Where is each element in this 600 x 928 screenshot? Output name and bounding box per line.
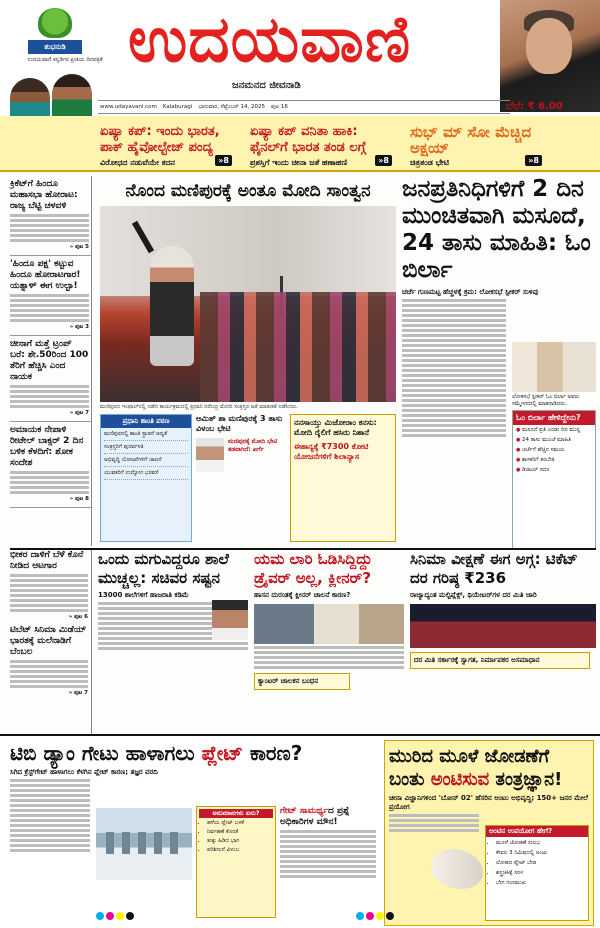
doubts-title: ಅನುಮಾನಗಳು ಏನು? (199, 809, 273, 818)
body-text-lines (10, 294, 89, 322)
teaser-title: ಏಷ್ಯಾ ಕಪ್ ವನಿತಾ ಹಾಕಿ: ಫೈನಲ್‌ಗೆ ಭಾರತ ತಂಡ ಲಗ್ಗೆ (250, 124, 367, 155)
second-row (10, 548, 596, 732)
shubhanudi-badge: ಶುಭನುಡಿ (28, 40, 82, 54)
left-story[interactable] (10, 336, 91, 422)
dateline (98, 100, 510, 114)
teaser-sub: ಪ್ರಶಸ್ತಿಗೆ ಇಂದು ಚೀನಾ ಜತೆ ಹಣಾಹಣಿ (250, 158, 348, 167)
reg-mark-cyan (96, 912, 104, 920)
dam-headline-part1: ಟಿಬಿ ಡ್ಯಾಂ ಗೇಟು ಹಾಳಾಗಲು (10, 741, 202, 765)
page-ref: » ಪುಟ 8 (69, 496, 89, 502)
doubt-item: • ಹಳೆಯ ಪ್ಲೇಟ್ ಬಳಕೆ (207, 820, 273, 827)
player-photo-2 (52, 74, 92, 118)
body-text-lines (10, 385, 89, 408)
print-registration-marks (0, 912, 600, 926)
speaker-photo (512, 342, 596, 392)
doubt-item: • ಪರಿಶೀಲನೆ ವಿಳಂಬ (207, 847, 273, 854)
pm-box (100, 414, 192, 542)
lorry-photo (254, 604, 404, 644)
main-photo[interactable] (100, 206, 396, 402)
cricket-players-photo (10, 78, 96, 118)
bone-glue-story[interactable] (384, 740, 594, 926)
page-ref: » ಪುಟ 7 (69, 410, 89, 416)
price: ಬೆಲೆ: ₹ 6.00 (506, 101, 563, 112)
pm-box-title: ಪ್ರಧಾನಿ ಶಾಂತಿ ಪಠಣ (101, 415, 191, 428)
left-story-headline: 'ಹಿಂದೂ ಪಕ್ಷ' ಕಟ್ಟುವ ಹಿಂದೂ ಹೋರಾಟಗಾರ! ಯತ್ನಾಳ್ ಈಗ ಉಲ್ಟಾ! (10, 259, 81, 291)
right-lead-headline: ಜನಪ್ರತಿನಿಧಿಗಳಿಗೆ 2 ದಿನ ಮುಂಚಿತವಾಗಿ ಮಸೂದೆ, 24 ತಾಸು ಮಾಹಿತಿ: ಓಂ ಬಿರ್ಲಾ (402, 176, 591, 283)
lorry-story[interactable] (254, 550, 404, 690)
minister-photo (212, 600, 248, 640)
bone-headline (389, 745, 589, 791)
key-point: ● ಡಿಜಿಟಲ್ ಸದನ (516, 467, 592, 474)
bottom-band (0, 734, 600, 928)
left-story[interactable] (10, 176, 91, 256)
edition: Kalaburagi (162, 104, 193, 110)
page-count: ಪುಟ 16 (271, 104, 288, 110)
left-story-headline: ಚೀನಾಗೆ ಮತ್ತೆ ಟ್ರಂಪ್ ಬರೆ: ಶೇ.50ರಿಂದ 100 ತೆರಿಗೆ ಹೆಚ್ಚಿಸಿ ಎಂದ ನಾಯಕ (10, 339, 89, 382)
portrait-face (526, 18, 572, 74)
dam-headline (10, 740, 376, 766)
newspaper-logo[interactable]: ಉದಯವಾಣಿ (128, 2, 412, 77)
pm-point: ಯುವಕರಿಗೆ ಉದ್ಯೋಗ ಭರವಸೆ (104, 470, 188, 480)
shubhanudi-block (10, 8, 120, 64)
reg-mark-black (126, 912, 134, 920)
teaser-title: ಸುಭ್ ಮ್ ಸೋ ಮೆಚ್ಚಿದ ಅಕ್ಷಯ್ (410, 123, 532, 157)
page-ref: » ಪುಟ 5 (69, 244, 89, 250)
pm-point: ಅಭಿವೃದ್ಧಿ ಯೋಜನೆಗಳಿಗೆ ಚಾಲನೆ (104, 457, 188, 467)
reg-mark-yellow (116, 912, 124, 920)
body-text-lines (10, 574, 88, 612)
dam-headline-part2: ಕಾರಣ? (242, 741, 303, 765)
teaser-asia-cup[interactable] (94, 120, 234, 168)
key-point: ● ಶಾಸಕರಿಗೆ ತರಬೇತಿ (516, 457, 592, 464)
left-story-headline: ಅಮಾಯಕ ನೇಪಾಳಿ ರೀಟೇಲ್ ಬಾಕ್ಸರ್ 2 ದಿನ ಬಳಿಕ ಕೆಳದಿಗೆ: ಶೋಕ ಸಂದೇಶ (10, 425, 84, 468)
shubhanudi-text: ಉದಯವಾಣಿ ಕನ್ನಡಿಗರ ಪ್ರೀತಿಯ ದಿನಪತ್ರಿಕೆ (27, 57, 103, 63)
school-deck: 13000 ಶಾಲೆಗಳಿಗೆ ಹಾಜರಾತಿ ಕಡಿಮೆ (98, 591, 189, 599)
body-text-lines (254, 646, 404, 669)
doubts-box (196, 806, 276, 918)
cinema-story[interactable] (410, 550, 596, 669)
page-ref: »8 (215, 155, 232, 166)
page-ref: »8 (375, 155, 392, 166)
reg-mark-magenta (106, 912, 114, 920)
dam-deck: ಸಿಗಿದ ಕ್ರೆಸ್ಟ್‌ಗೇಟ್ ಹಾಳಾಗಲು ಕೆಳಗಿನ ಪ್ಲೇಟ್ ಕಾರಣ; ತಜ್ಞರ ವರದಿ (10, 768, 158, 776)
left-story[interactable] (10, 422, 91, 508)
cinema-deck: ರಾಜ್ಯಾದ್ಯಂತ ಮಲ್ಟಿಪ್ಲೆಕ್ಸ್, ಥಿಯೇಟರ್‌ಗಳ ದರ ಮಿತಿ ಜಾರಿ (410, 591, 537, 599)
key-point: ● 24 ತಾಸು ಮುಂಚೆ ಮಾಹಿತಿ (516, 437, 592, 444)
dam-photo (96, 808, 192, 880)
body-text-lines (389, 814, 479, 832)
website-link[interactable]: www.udayavani.com (100, 104, 157, 110)
body-text-lines (402, 299, 506, 437)
page-ref: » ಪುಟ 7 (68, 690, 88, 696)
school-headline: ಒಂದು ಮಗುವಿದ್ದರೂ ಶಾಲೆ ಮುಚ್ಚಲ್ಲ: ಸಚಿವರ ಸಷ್ಟನ (98, 550, 229, 587)
key-points-title: ಓಂ ಬಿರ್ಲಾ ಹೇಳಿದ್ದೇನು? (513, 411, 595, 425)
key-points-box (512, 410, 596, 550)
right-lead-deck: ಚರ್ಚೆ ಗುಣಮಟ್ಟ ಹೆಚ್ಚಳಕ್ಕೆ ಕ್ರಮ: ಲೋಕಸಭೆ ಸ್ಪೀಕರ್ ಸುಳಿವು (402, 288, 539, 296)
cinema-photo (410, 604, 596, 648)
bone-deck: ಚೀನಾ ವಿಜ್ಞಾನಿಗಳಿಂದ 'ಬೋನ್ 02' ಹೆಸರಿನ ಅಂಟು ಅಭಿವೃದ್ಧಿ; 150+ ಜನರ ಮೇಲೆ ಪ್ರಯೋಗ (389, 794, 588, 811)
bone-headline-part1: ಮುರಿದ ಮೂಳೆ ಜೋಡಣೆಗೆ ಬಂತು (389, 746, 550, 790)
cinema-box: ದರ ಮಿತಿ ಸರ್ಕಾರಕ್ಕೆ ಸ್ವಾಗತ, ನಿರ್ಮಾಪಕರ ಅಸಮಾಧಾನ (410, 652, 590, 669)
lorry-headline: ಯಮ ಲಾರಿ ಓಡಿಸಿದ್ದಿದ್ದು ಡ್ರೈವರ್ ಅಲ್ಲ, ಕ್ಲೀನರ್? (254, 550, 373, 587)
lorry-deck: ಹಾಸನ ದುರಂತಕ್ಕೆ ಕ್ಲೀನರ್ ಚಾಲನೆ ಕಾರಣ? (254, 591, 351, 599)
glue-use-item: • ಶಸ್ತ್ರಚಿಕಿತ್ಸೆ ಸರಳ (496, 870, 586, 877)
teaser-akshay[interactable] (404, 120, 544, 168)
bone-headline-highlight: ಅಂಟಿಸುವ (430, 769, 490, 790)
reg-mark-cyan (356, 912, 364, 920)
issue-date: ಭಾನುವಾರ, ಸೆಪ್ಟೆಂಬರ್ 14, 2025 (198, 104, 266, 110)
left-column (10, 176, 92, 546)
gate-headline-rest: ದ ಪ್ರಶ್ನೆ ಅಧಿಕಾರಿಗಳ ಮೌನ! (280, 806, 350, 827)
glue-use-item: • ಮೂಳೆ ಜೋಡಣೆ ಸುಲಭ (496, 840, 586, 847)
reg-mark-black (386, 912, 394, 920)
row2-left-headline: ಭೀಕರ ದಾಳಿಗೆ ಬೆಳೆ ಕೊನೆ ನೀಡಿದ ಆಟಗಾರ (10, 550, 84, 571)
shah-story[interactable] (196, 414, 286, 542)
glue-use-item: • ಲೋಹದ ಪ್ಲೇಟ್ ಬೇಡ (496, 860, 586, 867)
doubt-item: • ನಿರ್ವಹಣೆ ಕೊರತೆ (207, 829, 273, 836)
body-text-lines (280, 830, 376, 878)
reg-mark-yellow (376, 912, 384, 920)
key-point: ● ಮಸೂದೆ ಪ್ರತಿ ಎರಡು ದಿನ ಮುನ್ನ (516, 427, 592, 434)
teaser-sub: ವಿರೋಧದ ನಡುವೆಯೇ ಕದನ (100, 158, 175, 167)
reg-mark-magenta (366, 912, 374, 920)
cinema-headline: ಸಿನಿಮಾ ವೀಕ್ಷಣೆ ಈಗ ಅಗ್ಗ: ಟಿಕೆಟ್ ದರ ಗರಿಷ್ಠ ₹236 (410, 550, 578, 587)
body-text-lines (10, 779, 90, 852)
bone-photo (431, 849, 483, 889)
main-headline[interactable]: ನೊಂದ ಮಣಿಪುರಕ್ಕೆ ಅಂತೂ ಮೋದಿ ಸಾಂತ್ವನ (125, 181, 371, 201)
doubt-item: • ತುಕ್ಕು ಹಿಡಿದ ಭಾಗ (207, 838, 273, 845)
shah-headline: ಅಮಿತ್ ಶಾ ಮಣಿಪುರಕ್ಕೆ 3 ತಾಸು ವಿಳಂಬ ಭೇಟಿ (196, 414, 283, 433)
body-text-lines (10, 214, 89, 242)
tree-logo-icon (38, 8, 72, 38)
pm-point: ಮಣಿಪುರದಲ್ಲಿ ಶಾಂತಿ ಸ್ಥಾಪನೆ ಆದ್ಯತೆ (104, 431, 188, 441)
glue-use-item: • ಕೇವಲ 3 ನಿಮಿಷದಲ್ಲಿ ಅಂಟು (496, 850, 586, 857)
mizoram-headline: ನನಸಾಯ್ತು ಮಿಜೋರಾಂ ಕನಸು: ಮೋದಿ ರೈಲಿಗೆ ಹಸಿರು ನಿಶಾನೆ (294, 418, 377, 437)
page-ref: » ಪುಟ 6 (68, 614, 88, 620)
page-ref: »8 (525, 155, 542, 166)
left-story-headline: ಕ್ರಿಕೆಟ್‌ಗೆ ಹಿಂದೂ ಮಹಾಸಭಾ ಹೋರಾಟ: ರಾಜ್ಯ ಬೆಟ್ಟಿ ಚಳವಳಿ (10, 179, 78, 211)
photo-wall (100, 206, 396, 296)
middle-boxes (100, 414, 396, 546)
row2-left[interactable] (10, 550, 92, 734)
body-text-lines (10, 471, 89, 494)
speaker-photo-caption: ಲೋಕಸಭೆ ಸ್ಪೀಕರ್ ಓಂ ಬಿರ್ಲಾ ಅವರು ಸಮ್ಮೇಳನದಲ್ಲಿ ಮಾತನಾಡಿದರು. (512, 394, 580, 407)
tagline: ಜನಮನದ ಜೀವನಾಡಿ (232, 80, 301, 91)
photo-audience (200, 292, 396, 402)
gate-headline (280, 806, 376, 828)
teaser-band (0, 116, 600, 172)
left-story[interactable] (10, 256, 91, 336)
row2-left-headline-2: ಟಿಬೆಟ್ ಸಿನಿಮಾ ಮಿಡೆಯ್ ಭಾರತಕ್ಕೆ ಮಲೆನಾಡಿಗೆ ಬೆಂಬಲ (10, 625, 87, 657)
teaser-sub: ಚಿತ್ರತಂಡ ಭೇಟಿ (410, 158, 449, 167)
photo-speaker (150, 246, 194, 366)
masthead (0, 0, 600, 112)
gate-headline-highlight: ಗೇಟ್ ಸಾಮರ್ಥ್ಯ (280, 806, 328, 816)
dam-headline-highlight: ಪ್ಲೇಟ್ (201, 741, 243, 765)
kharge-photo (196, 438, 224, 472)
bone-headline-part2: ತಂತ್ರಜ್ಞಾನ! (489, 769, 563, 790)
key-point: ● ಚರ್ಚೆಗೆ ಹೆಚ್ಚಿನ ಸಮಯ (516, 447, 592, 454)
mizoram-subhead: ಈಶಾನ್ಯಕ್ಕೆ ₹7300 ಕೋಟಿ ಯೋಜನೆಗಳಿಗೆ ಶಿಲಾನ್ಯಾಸ (294, 442, 369, 461)
player-photo-1 (10, 78, 50, 118)
body-text-lines (10, 660, 88, 688)
main-photo-caption: ಮಣಿಪುರದ ಇಂಫಾಲ್‌ನಲ್ಲಿ ನಡೆದ ಕಾರ್ಯಕ್ರಮದಲ್ಲಿ ಪ್ರಧಾನಿ ನರೇಂದ್ರ ಮೋದಿ ಸಂತ್ರಸ್ತರ ಜತೆ ಮಾತುಕತೆ ನಡೆಸಿದರು. (100, 404, 299, 410)
mizoram-box[interactable] (290, 414, 396, 542)
teaser-hockey[interactable] (244, 120, 394, 168)
school-story[interactable] (98, 550, 248, 652)
glue-uses-box (485, 825, 589, 921)
gate-story[interactable] (280, 806, 376, 880)
pm-point: ಸಂತ್ರಸ್ತರಿಗೆ ಪುನರ್ವಸತಿ (104, 444, 188, 454)
glue-use-item: • ಬೇಗ ಗುಣಮುಖ (496, 880, 586, 887)
teaser-title: ಏಷ್ಯಾ ಕಪ್: ಇಂದು ಭಾರತ, ಪಾಕ್ ಹೈವೋಲ್ಟೇಜ್ ಪಂದ್ಯ (100, 124, 220, 155)
shah-quote: ಮಣಿಪುರಕ್ಕೆ ಮೋದಿ ಭೇಟಿ ತಡವಾಗಿದೆ: ಖರ್ಗೆ (228, 438, 278, 453)
actor-portrait (500, 0, 600, 112)
lorry-box: ಕ್ಯಾಂಟರ್ ಚಾಲಕನ ಬಂಧನ (254, 673, 350, 690)
glue-uses-title: ಅಂಟಿನ ಉಪಯೋಗ ಹೇಗೆ? (486, 826, 588, 837)
page-ref: » ಪುಟ 3 (69, 324, 89, 330)
